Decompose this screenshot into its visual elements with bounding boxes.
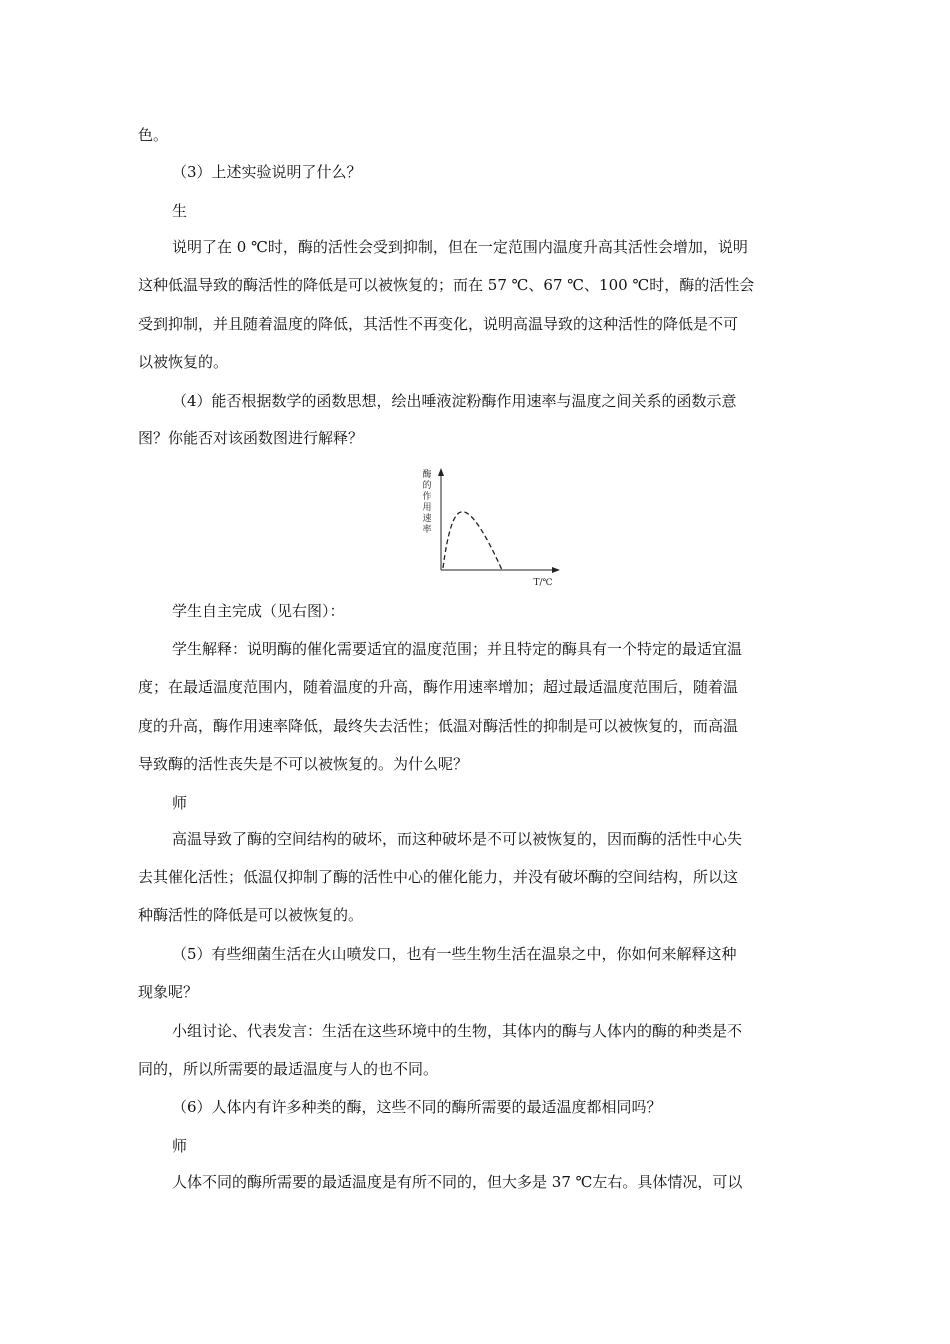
question-5: （5）有些细菌生活在火山喷发口，也有一些生物生活在温泉之中，你如何来解释这种: [172, 945, 737, 963]
rate-curve: [443, 512, 502, 570]
text-line: 种酶活性的降低是可以被恢复的。: [138, 906, 364, 924]
text-line: 学生自主完成（见右图）：: [172, 602, 345, 620]
ylabel-char: 用: [422, 503, 432, 513]
speaker-teacher: 师: [172, 794, 188, 812]
ylabel-char: 的: [422, 481, 432, 491]
text-line: 高温导致了酶的空间结构的破坏，而这种破坏是不可以被恢复的，因而酶的活性中心失: [172, 830, 743, 848]
text-line: 去其催化活性；低温仅抑制了酶的活性中心的催化能力，并没有破坏酶的空间结构，所以这: [138, 868, 739, 886]
enzyme-rate-diagram: [408, 464, 568, 590]
text-line: 色。: [138, 126, 169, 144]
speaker-student: 生: [172, 202, 188, 220]
ylabel-char: 作: [422, 492, 432, 502]
question-6: （6）人体内有许多种类的酶，这些不同的酶所需要的最适温度都相同吗？: [172, 1098, 662, 1116]
text-line: 同的，所以所需要的最适温度与人的也不同。: [138, 1060, 439, 1078]
text-line: 度；在最适温度范围内，随着温度的升高，酶作用速率增加；超过最适温度范围后，随着温: [138, 678, 739, 696]
text-line: 这种低温导致的酶活性的降低是可以被恢复的；而在 57 ℃、67 ℃、100 ℃时，酶的活性会: [138, 276, 755, 294]
text-line: 现象呢？: [138, 983, 199, 1001]
text-line: 小组讨论、代表发言：生活在这些环境中的生物，其体内的酶与人体内的酶的种类是不: [172, 1022, 743, 1040]
y-axis-arrow: [438, 468, 444, 476]
text-line: 人体不同的酶所需要的最适温度是有所不同的，但大多是 37 ℃左右。具体情况，可以: [172, 1173, 743, 1191]
ylabel-char: 速: [422, 514, 432, 524]
speaker-teacher: 师: [172, 1137, 188, 1155]
x-axis-arrow: [552, 567, 560, 573]
xlabel: T/℃: [533, 578, 553, 588]
ylabel-char: 酶: [422, 470, 432, 480]
text-line: 以被恢复的。: [138, 353, 229, 371]
text-line: 说明了在 0 ℃时，酶的活性会受到抑制，但在一定范围内温度升高其活性会增加，说明: [172, 238, 748, 256]
text-line: 导致酶的活性丧失是不可以被恢复的。为什么呢？: [138, 755, 469, 773]
text-line: 学生解释：说明酶的催化需要适宜的温度范围；并且特定的酶具有一个特定的最适宜温: [172, 640, 743, 658]
text-line: 受到抑制，并且随着温度的降低，其活性不再变化，说明高温导致的这种活性的降低是不可: [138, 315, 739, 333]
question-4: （4）能否根据数学的函数思想，绘出唾液淀粉酶作用速率与温度之间关系的函数示意: [172, 392, 737, 410]
enzyme-rate-figure: [408, 464, 568, 590]
question-3: （3）上述实验说明了什么？: [172, 163, 362, 181]
ylabel-char: 率: [422, 525, 432, 535]
text-line: 图？你能否对该函数图进行解释？: [138, 429, 364, 447]
text-line: 度的升高，酶作用速率降低，最终失去活性；低温对酶活性的抑制是可以被恢复的，而高温: [138, 717, 739, 735]
